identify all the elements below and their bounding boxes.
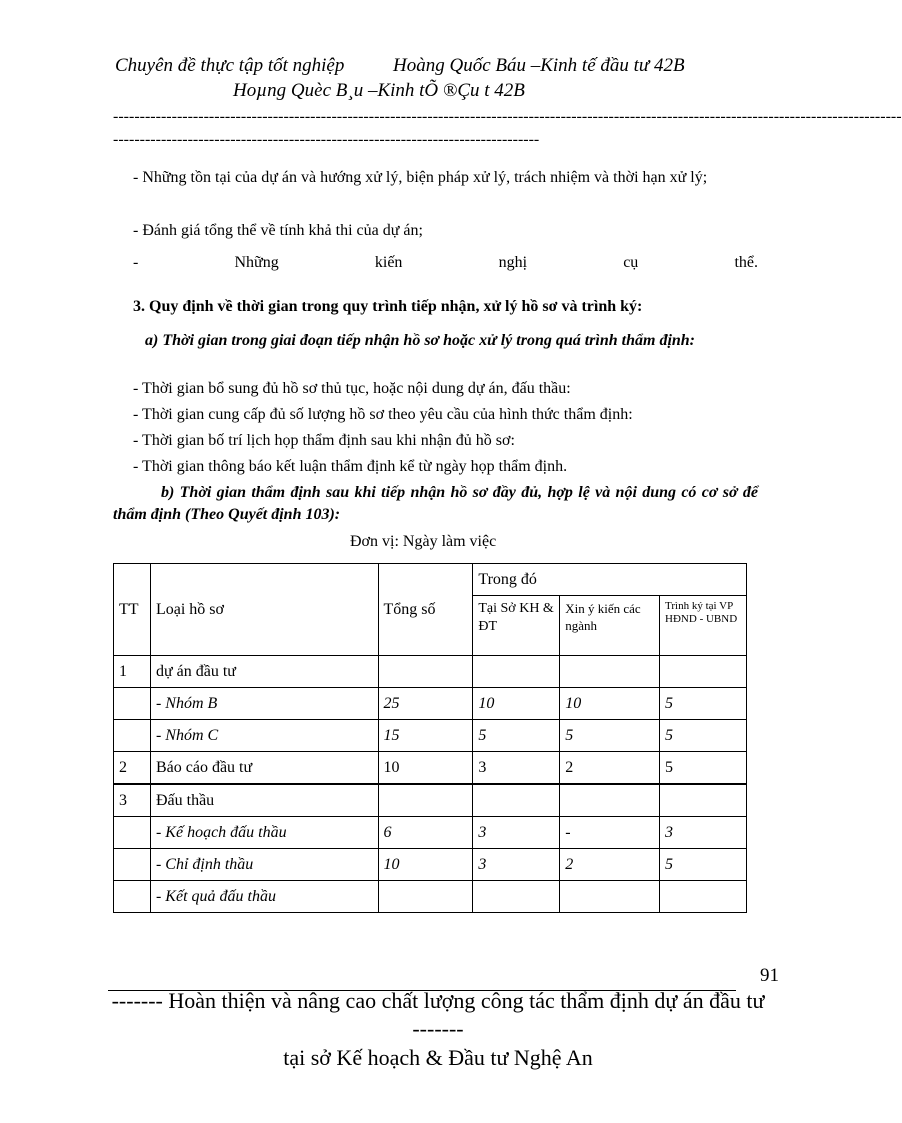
word: thể. (734, 254, 758, 271)
cell-name: - Chỉ định thầu (150, 849, 378, 881)
cell-total (378, 881, 473, 913)
header-title-right: Hoàng Quốc Báu –Kinh tế đầu tư 42B (393, 55, 685, 76)
table-row (114, 720, 747, 752)
cell-total (378, 656, 473, 688)
cell-total: 15 (378, 720, 473, 752)
cell-c: 5 (660, 752, 747, 785)
cell-name: - Kế hoạch đấu thầu (150, 817, 378, 849)
header-tai-so: Tại Sở KH & ĐT (473, 596, 560, 656)
cell-b: 2 (560, 849, 660, 881)
cell-name: dự án đầu tư (150, 656, 378, 688)
bullet-danh-gia: - Đánh giá tổng thể về tính khả thi của dự án; (133, 222, 423, 239)
word: - (133, 254, 139, 271)
cell-a: 3 (473, 752, 560, 785)
cell-c: 3 (660, 817, 747, 849)
page-number: 91 (760, 965, 779, 986)
cell-tt (114, 881, 151, 913)
cell-tt: 3 (114, 784, 151, 817)
cell-total (378, 784, 473, 817)
table-row (114, 881, 747, 913)
table-row (114, 752, 747, 785)
word: Những (234, 254, 279, 271)
cell-a: 5 (473, 720, 560, 752)
table-row (114, 817, 747, 849)
cell-c (660, 656, 747, 688)
cell-a (473, 881, 560, 913)
cell-b (560, 656, 660, 688)
header-xin-y-kien: Xin ý kiến các ngành (560, 596, 660, 656)
subsection-a-heading: a) Thời gian trong giai đoạn tiếp nhận hồ sơ hoặc xử lý trong quá trình thẩm định: (145, 332, 696, 349)
cell-c: 5 (660, 720, 747, 752)
table-row (114, 688, 747, 720)
header-tong-so: Tổng số (378, 564, 473, 656)
table-row (114, 849, 747, 881)
cell-name: - Nhóm C (150, 720, 378, 752)
cell-total: 10 (378, 752, 473, 785)
cell-a: 10 (473, 688, 560, 720)
footer-title: ------- Hoàn thiện và nâng cao chất lượng công tác thẩm định dự án đầu tư ------- (111, 988, 765, 1041)
cell-name: Báo cáo đầu tư (150, 752, 378, 785)
subsection-b-heading: b) Thời gian thẩm định sau khi tiếp nhận hồ sơ đầy đủ, hợp lệ và nội dung có cơ sở để thẩm định (Theo Quyết định 103): (113, 484, 758, 523)
table-row (114, 784, 747, 817)
cell-total: 6 (378, 817, 473, 849)
cell-name: - Nhóm B (150, 688, 378, 720)
cell-tt (114, 720, 151, 752)
word: cụ (623, 254, 639, 271)
cell-name: - Kết quả đấu thầu (150, 881, 378, 913)
header-loai-ho-so: Loại hồ sơ (150, 564, 378, 656)
cell-b (560, 784, 660, 817)
cell-b (560, 881, 660, 913)
table-row (114, 656, 747, 688)
bullet-kien-nghi (133, 252, 758, 274)
a-item-1: - Thời gian bổ sung đủ hồ sơ thủ tục, hoặc nội dung dự án, đấu thầu: (133, 380, 571, 397)
header-tt: TT (114, 564, 151, 656)
unit-label: Đơn vị: Ngày làm việc (350, 533, 497, 550)
word: nghị (498, 254, 528, 271)
a-item-3: - Thời gian bố trí lịch họp thẩm định sau khi nhận đủ hồ sơ: (133, 432, 515, 449)
header-trinh-ky: Trình ký tại VP HĐND - UBND (660, 596, 747, 656)
cell-tt (114, 817, 151, 849)
footer-subtitle: tại sở Kế hoạch & Đầu tư Nghệ An (283, 1045, 593, 1070)
bullet-ton-tai: - Những tồn tại của dự án và hướng xử lý, biện pháp xử lý, trách nhiệm và thời hạn xử lý; (133, 169, 708, 186)
cell-b: - (560, 817, 660, 849)
header-divider-1: ---------------------------------------------------------------------------------------------------------------------------------------------------- (113, 108, 902, 125)
cell-a: 3 (473, 817, 560, 849)
cell-c (660, 881, 747, 913)
a-item-2: - Thời gian cung cấp đủ số lượng hồ sơ theo yêu cầu của hình thức thẩm định: (133, 406, 633, 423)
cell-c: 5 (660, 688, 747, 720)
cell-tt: 1 (114, 656, 151, 688)
word: kiến (374, 254, 403, 271)
header-title-garbled: Hoµng Quèc B¸u –Kinh tÕ ®Çu t 42B (233, 80, 525, 101)
cell-total: 10 (378, 849, 473, 881)
section-3-heading: 3. Quy định về thời gian trong quy trình tiếp nhận, xử lý hồ sơ và trình ký: (133, 298, 643, 315)
cell-tt (114, 849, 151, 881)
cell-a (473, 784, 560, 817)
cell-tt: 2 (114, 752, 151, 785)
a-item-4: - Thời gian thông báo kết luận thẩm định kể từ ngày họp thẩm định. (133, 458, 568, 475)
cell-c (660, 784, 747, 817)
cell-name: Đấu thầu (150, 784, 378, 817)
cell-b: 10 (560, 688, 660, 720)
cell-c: 5 (660, 849, 747, 881)
header-divider-2: -------------------------------------------------------------------------------- (113, 131, 540, 148)
cell-b: 2 (560, 752, 660, 785)
header-trong-do: Trong đó (473, 564, 747, 596)
cell-a (473, 656, 560, 688)
processing-time-table (113, 563, 747, 913)
cell-tt (114, 688, 151, 720)
cell-total: 25 (378, 688, 473, 720)
cell-a: 3 (473, 849, 560, 881)
cell-b: 5 (560, 720, 660, 752)
header-title-left: Chuyên đề thực tập tốt nghiệp (115, 55, 345, 76)
table-header-row (114, 564, 747, 596)
